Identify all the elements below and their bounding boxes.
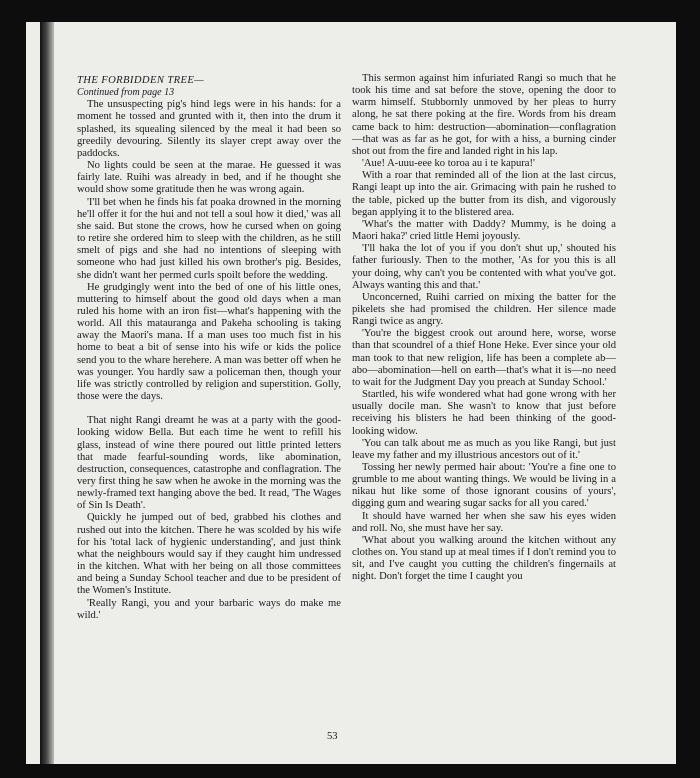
continued-note: Continued from page 13: [77, 87, 175, 99]
paragraph: Startled, his wife wondered what had gone wrong with her usually docile man. She wasn't to know that just before receiving his blisters he had been thinking of the good-looking widow.: [352, 389, 616, 437]
paragraph: Unconcerned, Ruihi carried on mixing the batter for the pikelets she had promised the children. Her silence made Rangi twice as angry.: [352, 291, 616, 328]
paragraph: 'Aue! A-uuu-eee ko toroa au i te kapura!': [362, 158, 535, 170]
paragraph: 'What about you walking around the kitchen without any clothes on. You stand up at meal times if I don't remind you to sit, and I've caught you cutting the children's fingernails at night. Don't forget the time I caught you: [352, 534, 616, 583]
article-title: THE FORBIDDEN TREE—: [77, 75, 205, 86]
paragraph: He grudgingly went into the bed of one of his little ones, muttering to himself about the good old days when a man ruled his home with an iron fist—what's happening with the world. All this matauranga and Pakeha schooling is taking away the Maori's mana. If a man uses too much fist in his home to beat a bit of sense into his wife or kids the police send you to the whare herehere. A man was better off when he was younger. You hardly saw a policeman then, though your life was strictly controlled by religion and superstition. Golly, those were the days.: [77, 281, 341, 403]
right-column: [352, 73, 616, 584]
paragraph: 'What's the matter with Daddy? Mummy, is he doing a Maori haka?' cried little Hemi joyously.: [352, 218, 616, 243]
paragraph: The unsuspecting pig's hind legs were in his hands: for a moment he tossed and grunted with it, then into the drum it splashed, its squealing silenced by the meal it had been so greedily devouring. Silently its slayer crept away over the paddocks.: [77, 99, 341, 159]
left-column: [77, 75, 341, 622]
page-number: 53: [327, 731, 338, 742]
paragraph: 'I'll bet when he finds his fat poaka drowned in the morning he'll offer it for the hui and not tell a soul how it died,' was all she said. But stone the crows, how he cursed when on going to retire she ordered him to sleep with the children, as he still smelt of pigs and she had no intentions of sleeping with someone who had just killed his own brother's pig. Besides, she didn't want her permed curls spoilt before the wedding.: [77, 196, 341, 281]
paragraph: 'I'll haka the lot of you if you don't shut up,' shouted his father furiously. Then to the mother, 'As for you this is all your doing, why can't you be contented with what you've got. Always wanting this and that.': [352, 243, 616, 291]
paragraph: Quickly he jumped out of bed, grabbed his clothes and rushed out into the kitchen. There he was scolded by his wife for his 'total lack of hygienic understanding', and just think what the neighbours would say if they caught him undressed in the kitchen. What with her being on all those committees and being a Sunday School teacher and due to be president of the Women's Institute.: [77, 512, 341, 597]
paragraph: 'Really Rangi, you and your barbaric ways do make me wild.': [77, 597, 341, 621]
paragraph: This sermon against him infuriated Rangi so much that he took his time and sat before the stove, opening the door to warm himself. Stubbornly unmoved by her pleas to hurry along, he sat there poking at the fire. Words from his dream came back to him: destruction—abomination—conflagration—that was as far as he got, for with a hiss, a burning cinder shot out from the fire and landed right in his lap.: [352, 73, 616, 157]
paragraph: No lights could be seen at the marae. He guessed it was fairly late. Ruihi was already in bed, and if he thought she would show some gratitude then he was wrong again.: [77, 160, 341, 196]
binding-gutter: [40, 22, 54, 764]
scan-border: [676, 0, 700, 778]
paragraph: Tossing her newly permed hair about: 'You're a fine one to grumble to me about wanting things. We would be living in a nikau hut like some of those ignorant cousins of yours', digging gum and wearing sugar sacks for all you cared.': [352, 462, 616, 510]
paragraph: With a roar that reminded all of the lion at the last circus, Rangi leapt up into the air. Grimacing with pain he rushed to the table, picked up the butter from its dish, and vigorously began applying it to the blistered area.: [352, 170, 616, 218]
paragraph: That night Rangi dreamt he was at a party with the good-looking widow Bella. But each time he went to refill his glass, instead of wine there poured out little printed letters that made fearful-sounding words, like abomination, destruction, consequences, catastrophe and conflagration. The very first thing he saw when he awoke in the morning was the newly-framed text hanging above the bed. It read, 'The Wages of Sin Is Death'.: [77, 415, 341, 512]
paragraph: It should have warned her when she saw his eyes widen and roll. No, she must have her say.: [352, 510, 616, 534]
paragraph: 'You're the biggest crook out around here, worse, worse than that scoundrel of a thief Hone Heke. Ever since your old man took to that new religion, life has been a complete ab—abo—abomination—hell on earth—that's what it is—no need to wait for the Judgment Day you preach at Sunday School.': [352, 328, 616, 388]
paragraph: 'You can talk about me as much as you like Rangi, but just leave my father and my illustrious ancestors out of it.': [352, 437, 616, 461]
